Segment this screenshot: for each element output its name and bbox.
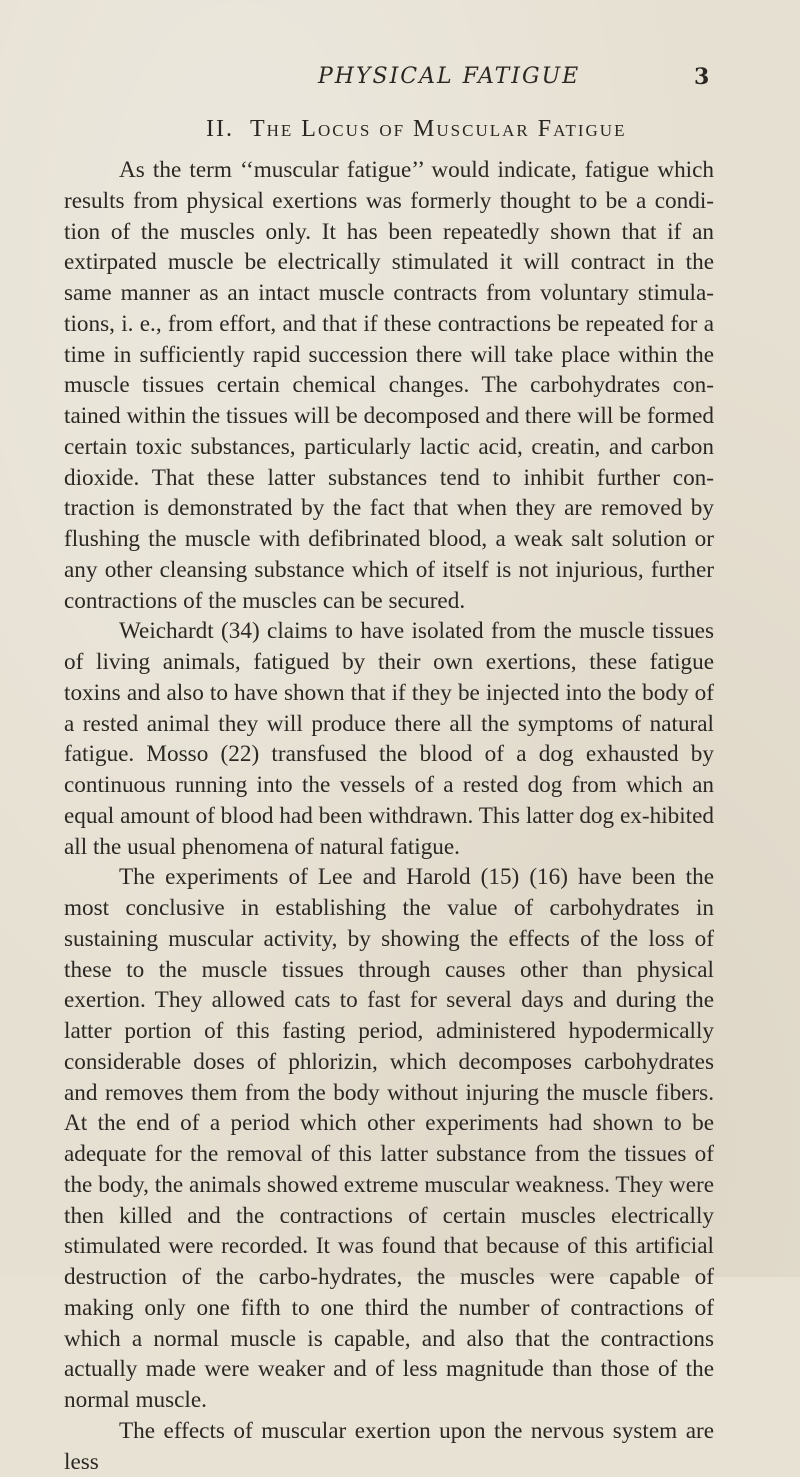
section-heading: [206, 116, 626, 143]
running-head: [0, 64, 800, 104]
paragraph: Weichardt (34) claims to have isolated from the muscle tissues of living animals, fatigued by their own exertions, these fatigue toxins and also to have shown that if they be injected into the body of a rested animal they will produce there all the symptoms of natural fatigue. Mosso (22) transfused the blood of a dog exhausted by continuous running into the vessels of a rested dog from which an equal amount of blood had been withdrawn. This latter dog ex-hibited all the usual phenomena of natural fatigue.: [64, 618, 714, 860]
running-title: PHYSICAL FATIGUE: [318, 64, 581, 89]
page-number: 3: [694, 64, 710, 90]
paragraph: The effects of muscular exertion upon the nervous system are less: [64, 1417, 714, 1475]
paragraph: As the term ‘‘muscular fatigue’’ would indicate, fatigue which results from physical exertions was formerly thought to be a condi-tion of the muscles only. It has been repeatedly shown that if an extirpated muscle be electrically stimulated it will contract in the same manner as an intact muscle contracts from voluntary stimula-tions, i. e., from effort, and that if these contractions be repeated for a time in sufficiently rapid succession there will take place within the muscle tissues certain chemical changes. The carbohydrates con-tained within the tissues will be decomposed and there will be formed certain toxic substances, particularly lactic acid, creatin, and carbon dioxide. That these latter substances tend to inhibit further con-traction is demonstrated by the fact that when they are removed by flushing the muscle with defibrinated blood, a weak salt solution or any other cleansing substance which of itself is not injurious, further contractions of the muscles can be secured.: [64, 157, 714, 614]
body-text: [64, 155, 714, 1477]
section-numeral: II.: [206, 116, 234, 142]
paragraph: The experiments of Lee and Harold (15) (16) have been the most conclusive in establishing the value of carbohydrates in sustaining muscular activity, by showing the effects of the loss of these to the muscle tissues through causes other than physical exertion. They allowed cats to fast for several days and during the latter portion of this fasting period, administered hypodermically considerable doses of phlorizin, which decomposes carbohydrates and removes them from the body without injuring the muscle fibers. At the end of a period which other experiments had shown to be adequate for the removal of this latter substance from the tissues of the body, the animals showed extreme muscular weakness. They were then killed and the contractions of certain muscles electrically stimulated were recorded. It was found that because of this artificial destruction of the carbo-hydrates, the muscles were capable of making only one fifth to one third the number of contractions of which a normal muscle is capable, and also that the contractions actually made were weaker and of less magnitude than those of the normal muscle.: [64, 864, 714, 1413]
section-title: The Locus of Muscular Fatigue: [249, 116, 627, 142]
